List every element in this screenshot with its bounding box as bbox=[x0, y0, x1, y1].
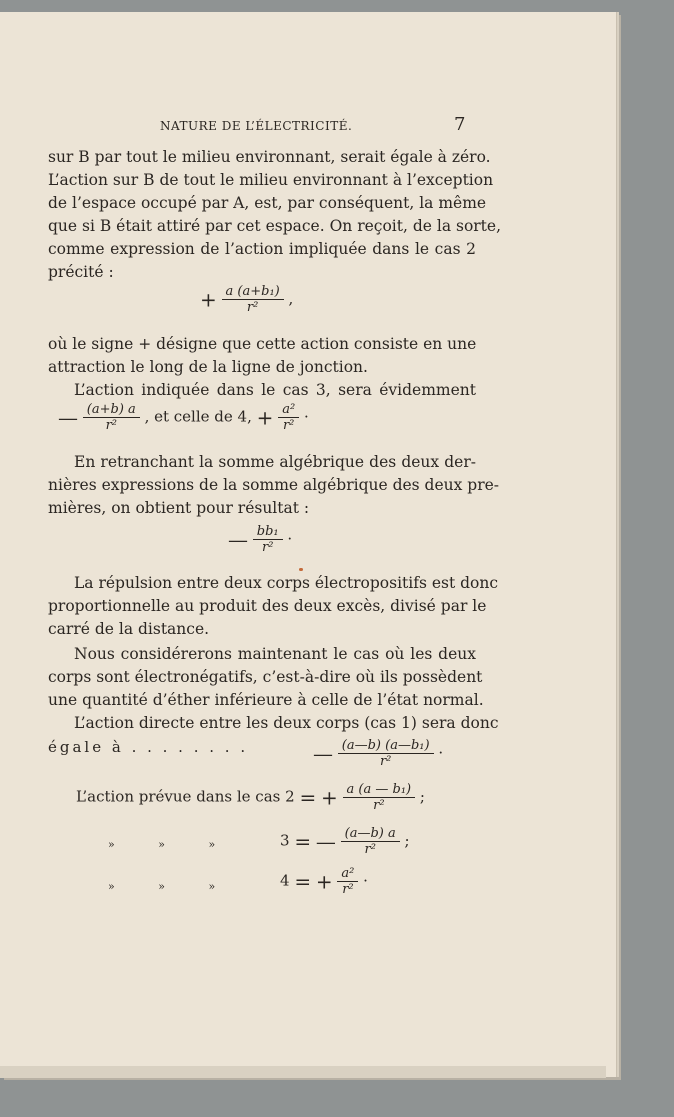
page-edge bbox=[0, 1066, 606, 1078]
text-line: comme expression de l’action impliquée dans le cas 2 bbox=[48, 240, 476, 258]
page-number: 7 bbox=[454, 114, 466, 135]
text-line: sur B par tout le milieu environnant, serait égale à zéro. bbox=[48, 148, 491, 166]
text-line: une quantité d’éther inférieure à celle de l’état normal. bbox=[48, 691, 484, 709]
text-line: La répulsion entre deux corps électropositifs est donc bbox=[74, 574, 499, 592]
text-line: carré de la distance. bbox=[48, 620, 210, 638]
text-line: que si B était attiré par cet espace. On reçoit, de la sorte, bbox=[48, 217, 502, 235]
text-line: Nous considérerons maintenant le cas où les deux bbox=[74, 645, 476, 663]
text-line: corps sont électronégatifs, c’est-à-dire où ils possèdent bbox=[48, 668, 483, 686]
text-line: nières expressions de la somme algébrique des deux pre- bbox=[48, 476, 500, 494]
formula-3: — $\frac{\text{bb₁}}{\text{r²}}$ · bbox=[228, 524, 293, 555]
running-title: NATURE DE L’ÉLECTRICITÉ. bbox=[160, 119, 353, 133]
formula-1: + $\frac{\text{a (a+b₁)}}{\text{r²}}$ , bbox=[200, 284, 294, 315]
text-line: L’action directe entre les deux corps (cas 1) sera donc bbox=[74, 714, 499, 732]
text-line: proportionnelle au produit des deux excès, divisé par le bbox=[48, 597, 487, 615]
formula-4: égale à . . . . . . . . — $\frac{\text{(a—b) (a—b₁)}}{\text{r²}}$ · bbox=[48, 738, 444, 769]
text-line: L’action sur B de tout le milieu environnant à l’exception bbox=[48, 171, 494, 189]
page-header bbox=[0, 116, 616, 136]
text-line: attraction le long de la ligne de jonction. bbox=[48, 358, 368, 376]
text-line: L’action indiquée dans le cas 3, sera évidemment bbox=[74, 381, 476, 399]
text-line: précité : bbox=[48, 263, 114, 281]
text-line: où le signe + désigne que cette action consiste en une bbox=[48, 335, 477, 353]
text-line: En retranchant la somme algébrique des deux der- bbox=[74, 453, 476, 471]
ink-spot bbox=[299, 568, 303, 571]
text-line: de l’espace occupé par A, est, par conséquent, la même bbox=[48, 194, 487, 212]
formula-5: L’action prévue dans le cas 2 = + $\frac{\text{a (a — b₁)}}{\text{r²}}$ ; bbox=[76, 782, 425, 813]
text-line: mières, on obtient pour résultat : bbox=[48, 499, 310, 517]
formula-2: — $\frac{(a+b) a}{\text{r²}}$ , et celle de 4, + $\frac{\text{a²}}{\text{r²}}$ · bbox=[58, 402, 309, 433]
